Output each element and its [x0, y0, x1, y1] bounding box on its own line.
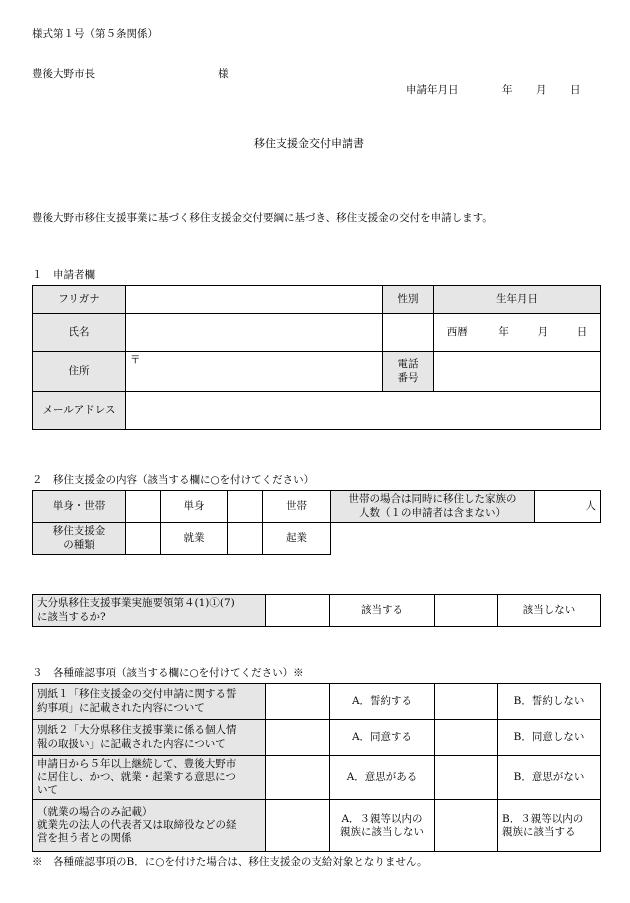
oita-applies-option: 該当する — [330, 595, 435, 627]
confirm-a-option: A．誓約する — [330, 684, 435, 720]
birthdate-field[interactable] — [434, 314, 601, 352]
support-content-table — [32, 490, 601, 555]
address-field[interactable] — [126, 352, 383, 392]
oita-applies-check[interactable] — [266, 595, 330, 627]
name-label: 氏名 — [33, 314, 126, 352]
employment-option: 就業 — [161, 523, 228, 555]
date-month: 月 — [536, 84, 547, 96]
phone-label: 電話 番号 — [383, 352, 434, 392]
section3-heading: ３ 各種確認事項（該当する欄に○を付けてください）※ — [32, 667, 304, 679]
employment-check[interactable] — [126, 523, 161, 555]
confirm-b-check[interactable] — [435, 720, 498, 756]
birth-month-text: 月 — [537, 325, 549, 338]
startup-check[interactable] — [228, 523, 263, 555]
furigana-field[interactable] — [126, 286, 383, 314]
confirm-b-check[interactable] — [435, 800, 498, 852]
confirm-a-option: A．３親等以内の 親族に該当しない — [330, 800, 435, 852]
birth-year-text: 年 — [498, 325, 509, 338]
addressee-honorific: 様 — [218, 68, 229, 80]
single-option: 単身 — [161, 491, 228, 523]
section1-heading: １ 申請者欄 — [32, 269, 95, 281]
confirm-item: 別紙１「移住支援金の交付申請に関する誓 約事項」に記載された内容について — [33, 684, 266, 720]
confirm-a-check[interactable] — [266, 800, 330, 852]
intro-text: 豊後大野市移住支援事業に基づく移住支援金交付要綱に基づき、移住支援金の交付を申請します。 — [32, 212, 493, 224]
confirm-b-option: B．意思がない — [498, 756, 601, 800]
email-field[interactable] — [126, 392, 601, 430]
single-check[interactable] — [126, 491, 161, 523]
confirm-b-check[interactable] — [435, 756, 498, 800]
phone-field[interactable] — [434, 352, 601, 392]
date-year: 年 — [502, 84, 513, 96]
confirm-a-check[interactable] — [266, 756, 330, 800]
form-number: 様式第１号（第５条関係） — [32, 28, 158, 40]
confirm-a-check[interactable] — [266, 684, 330, 720]
postal-mark: 〒 — [130, 354, 141, 366]
oita-not-applies-option: 該当しない — [498, 595, 601, 627]
birthdate-label: 生年月日 — [434, 286, 601, 314]
confirm-item: 別紙２「大分県移住支援事業に係る個人情 報の取扱い」に記載された内容について — [33, 720, 266, 756]
confirm-b-option: B．誓約しない — [498, 684, 601, 720]
name-field[interactable] — [126, 314, 383, 352]
date-day: 日 — [570, 84, 581, 96]
birth-day-text: 日 — [576, 325, 588, 338]
oita-question: 大分県移住支援事業実施要領第４(1)①(7) に該当するか? — [33, 595, 266, 627]
confirm-b-check[interactable] — [435, 684, 498, 720]
confirm-b-option: B．同意しない — [498, 720, 601, 756]
confirm-a-option: A．同意する — [330, 720, 435, 756]
family-note: 世帯の場合は同時に移住した家族の 人数（１の申請者は含まない） — [331, 491, 535, 523]
startup-option: 起業 — [263, 523, 331, 555]
document-title: 移住支援金交付申請書 — [254, 137, 364, 150]
family-option: 世帯 — [263, 491, 331, 523]
confirm-item: 申請日から５年以上継続して、豊後大野市 に居住し、かつ、就業・起業する意思につ いて — [33, 756, 266, 800]
oita-not-applies-check[interactable] — [435, 595, 498, 627]
gender-field[interactable] — [383, 314, 434, 352]
seireki-text: 西暦 — [446, 325, 468, 338]
date-label: 申請年月日 — [406, 84, 459, 96]
confirm-item: （就業の場合のみ記載） 就業先の法人の代表者又は取締役などの経 営を担う者との関係 — [33, 800, 266, 852]
footnote: ※ 各種確認事項のB．に○を付けた場合は、移住支援金の支給対象となりません。 — [32, 856, 428, 868]
persons-unit: 人 — [585, 499, 596, 512]
email-label: メールアドレス — [33, 392, 126, 430]
persons-field[interactable] — [535, 491, 601, 523]
oita-table — [32, 594, 601, 627]
type-label: 移住支援金 の種類 — [33, 523, 126, 555]
addressee-city: 豊後大野市長 — [32, 68, 95, 80]
gender-label: 性別 — [383, 286, 434, 314]
furigana-label: フリガナ — [33, 286, 126, 314]
section2-heading: ２ 移住支援金の内容（該当する欄に○を付けてください） — [32, 474, 315, 486]
confirmation-table — [32, 683, 601, 852]
family-check[interactable] — [228, 491, 263, 523]
confirm-a-option: A．意思がある — [330, 756, 435, 800]
household-label: 単身・世帯 — [33, 491, 126, 523]
address-label: 住所 — [33, 352, 126, 392]
confirm-b-option: B．３親等以内の 親族に該当する — [498, 800, 601, 852]
confirm-a-check[interactable] — [266, 720, 330, 756]
applicant-table — [32, 285, 601, 430]
